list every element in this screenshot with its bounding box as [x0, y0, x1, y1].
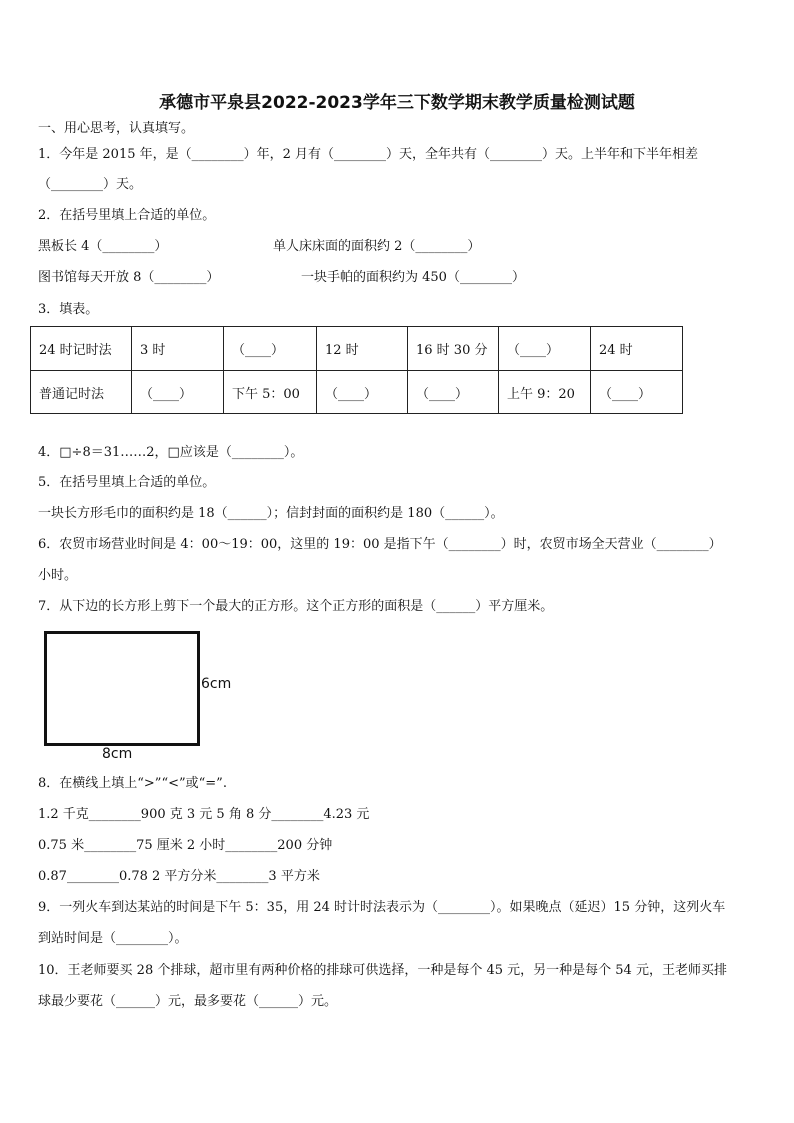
section-heading: 一、用心思考，认真填写。 [38, 121, 195, 136]
question-2-item-b: 单人床床面的面积约 2（________） [273, 239, 481, 254]
question-8-heading: 8．在横线上填上“>”“<”或“=”. [38, 776, 227, 791]
table-cell: 16 时 30 分 [408, 327, 499, 371]
question-5-body: 一块长方形毛巾的面积约是 18（______）；信封封面的面积约是 180（______）。 [38, 506, 504, 521]
question-7: 7．从下边的长方形上剪下一个最大的正方形。这个正方形的面积是（______）平方厘米。 [38, 599, 554, 614]
table-cell: 普通记时法 [31, 371, 132, 414]
table-cell-blank: （____） [499, 327, 591, 371]
question-5-heading: 5．在括号里填上合适的单位。 [38, 475, 216, 490]
question-10-line-2: 球最少要花（______）元，最多要花（______）元。 [38, 994, 338, 1009]
table-cell: 下午 5：00 [224, 371, 317, 414]
table-row-12-hour [31, 371, 683, 414]
rectangle-height-label: 6cm [201, 676, 232, 692]
question-1-line-1: 1．今年是 2015 年，是（________）年，2 月有（________）天，全年共有（________）天。上半年和下半年相差 [38, 147, 699, 162]
table-cell: 24 时记时法 [31, 327, 132, 371]
table-cell: 12 时 [317, 327, 408, 371]
table-row-24-hour [31, 327, 683, 371]
question-6-line-1: 6．农贸市场营业时间是 4：00～19：00，这里的 19：00 是指下午（________）时，农贸市场全天营业（________） [38, 537, 722, 552]
question-9-line-2: 到站时间是（________）。 [38, 931, 188, 946]
rectangle-figure [44, 631, 200, 746]
question-3-heading: 3．填表。 [38, 302, 99, 317]
question-2-item-c: 图书馆每天开放 8（________） [38, 270, 220, 285]
table-cell-blank: （____） [408, 371, 499, 414]
page-title: 承德市平泉县2022-2023学年三下数学期末教学质量检测试题 [159, 93, 635, 113]
question-9-line-1: 9．一列火车到达某站的时间是下午 5：35，用 24 时计时法表示为（________）。如果晚点（延迟）15 分钟，这列火车 [38, 900, 726, 915]
question-2-heading: 2．在括号里填上合适的单位。 [38, 208, 216, 223]
question-2-item-a: 黑板长 4（________） [38, 239, 168, 254]
table-cell: 24 时 [591, 327, 683, 371]
question-6-line-2: 小时。 [38, 568, 78, 583]
table-cell-blank: （____） [132, 371, 224, 414]
time-conversion-table [30, 326, 683, 414]
table-cell-blank: （____） [591, 371, 683, 414]
table-cell: 上午 9：20 [499, 371, 591, 414]
question-8-row-1: 1.2 千克________900 克 3 元 5 角 8 分________4.23 元 [38, 807, 370, 822]
question-8-row-3: 0.87________0.78 2 平方分米________3 平方米 [38, 869, 320, 884]
rectangle-width-label: 8cm [102, 746, 133, 762]
table-cell-blank: （____） [224, 327, 317, 371]
table-cell-blank: （____） [317, 371, 408, 414]
question-4: 4．□÷8＝31……2，□应该是（________）。 [38, 445, 304, 460]
question-8-row-2: 0.75 米________75 厘米 2 小时________200 分钟 [38, 838, 333, 853]
question-1-line-2: （________）天。 [38, 177, 143, 192]
question-10-line-1: 10．王老师要买 28 个排球，超市里有两种价格的排球可供选择，一种是每个 45 元，另一种是每个 54 元，王老师买排 [38, 963, 727, 978]
question-2-item-d: 一块手帕的面积约为 450（________） [301, 270, 525, 285]
table-cell: 3 时 [132, 327, 224, 371]
